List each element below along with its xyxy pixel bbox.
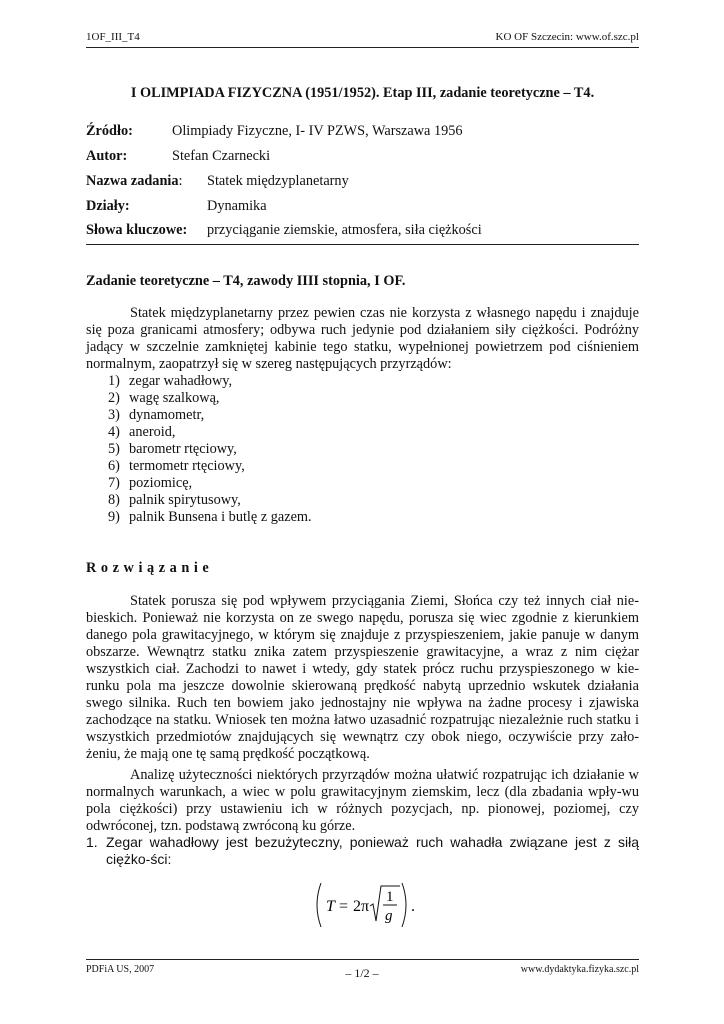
- list-item: 5) barometr rtęciowy,: [108, 441, 237, 457]
- solution-paragraph-2: Analizę użyteczności niektórych przyrządów można ułatwić rozpatrując ich działanie w normalnych warunkach, a wiec w polu grawitacyjnym ziemskim, lecz (dla zbadania wpły-wu pola ciężkości) przy ustawieniu ich w różnych pozycjach, np. pionowej, poziomej, czy odwróconej, tzn. podstawą zwróconą ku górze.: [86, 767, 639, 834]
- task-name-label-row: [86, 173, 183, 190]
- list-item: 1) zegar wahadłowy,: [108, 373, 233, 389]
- keywords-label: Słowa kluczowe:: [86, 222, 188, 238]
- task-paragraph: Statek międzyplanetarny przez pewien czas nie korzysta z własnego napędu i znajduje się poza granicami atmosfery; odbywa ruch jedynie pod działaniem siły ciężkości. Podróżny jadący w szczelnie zamkniętej kabinie tego statku, wypełnionej powietrzem pod ciśnieniem normalnym, zaopatrzył się w szereg następujących przyrządów:: [86, 305, 639, 372]
- footer-left: PDFiA US, 2007: [86, 964, 155, 975]
- formula-end: .: [411, 898, 415, 915]
- header-doc-code: 1OF_III_T4: [86, 31, 140, 43]
- header-source: KO OF Szczecin: www.of.szc.pl: [495, 31, 639, 43]
- page-number: – 1/2 –: [345, 966, 379, 980]
- list-item: 3) dynamometr,: [108, 407, 205, 423]
- author-label: Autor:: [86, 148, 128, 164]
- list-item: 6) termometr rtęciowy,: [108, 458, 245, 474]
- list-item: 9) palnik Bunsena i butlę z gazem.: [108, 509, 312, 525]
- formula-equals: =: [339, 898, 349, 915]
- formula-denominator: g: [385, 908, 393, 924]
- header-rule: [86, 47, 639, 48]
- formula-lhs: T: [326, 898, 335, 915]
- instrument-list: [108, 373, 312, 526]
- sections-value: Dynamika: [207, 198, 267, 214]
- source-value: Olimpiady Fizyczne, I- IV PZWS, Warszawa 1956: [172, 123, 463, 139]
- source-label: Źródło:: [86, 123, 133, 139]
- task-name-value: Statek międzyplanetarny: [207, 173, 349, 189]
- page-title: I OLIMPIADA FIZYCZNA (1951/1952). Etap III, zadanie teoretyczne – T4.: [130, 85, 595, 101]
- task-heading: Zadanie teoretyczne – T4, zawody IIII stopnia, I OF.: [86, 273, 406, 289]
- point-1-number: 1.: [86, 834, 98, 850]
- solution-heading: R o z w i ą z a n i e: [86, 560, 210, 576]
- footer-right: www.dydaktyka.fizyka.szc.pl: [520, 964, 639, 975]
- right-paren: [402, 883, 406, 927]
- list-item: 8) palnik spirytusowy,: [108, 492, 241, 508]
- point-1: [86, 834, 639, 868]
- list-item: 4) aneroid,: [108, 424, 176, 440]
- pendulum-formula: [312, 880, 422, 930]
- keywords-value: przyciąganie ziemskie, atmosfera, siła ciężkości: [207, 222, 482, 238]
- left-paren: [317, 883, 321, 927]
- author-value: Stefan Czarnecki: [172, 148, 271, 164]
- formula-numerator: 1: [386, 889, 394, 905]
- solution-paragraph-1: Statek porusza się pod wpływem przyciągania Ziemi, Słońca czy też innych ciał nie-bieskich. Ponieważ nie korzysta on ze swego napędu, porusza się wiec zgodnie z kierunkiem danego pola grawitacyjnego, w którym się znajduje z przyspieszeniem, jakie panuje w danym obszarze. Wewnątrz statku znika zatem przyspieszenie grawitacyjne, a wraz z nim ciężar wszystkich ciał. Zachodzi to nawet i wtedy, gdy statek prócz ruchu przyspieszonego w kie-runku pola ma jeszcze dowolnie skierowaną prędkość nabytą uprzednio wskutek działania swego silnika. Ruch ten bowiem jako jednostajny nie wpływa na żadne procesy i zjawiska zachodzące na statku. Wniosek ten można łatwo uzasadnić rozpatrując niezależnie ruch statku i wszystkich przedmiotów znajdujących się wewnątrz czy obok niego, oczywiście przy zało-żeniu, że mają one tę samą prędkość początkową.: [86, 593, 639, 762]
- list-item: 2) wagę szalkową,: [108, 390, 220, 406]
- formula-svg: [312, 880, 422, 930]
- formula-coefficient: 2π: [353, 898, 370, 915]
- list-item: 7) poziomicę,: [108, 475, 193, 491]
- meta-rule: [86, 244, 639, 245]
- task-name-label: Nazwa zadania: [86, 173, 179, 189]
- sections-label: Działy:: [86, 198, 130, 214]
- footer-rule: [86, 959, 639, 960]
- point-1-text: Zegar wahadłowy jest bezużyteczny, ponieważ ruch wahadła związane jest z siłą ciężko-ści:: [106, 834, 639, 867]
- task-name-colon: :: [178, 173, 183, 189]
